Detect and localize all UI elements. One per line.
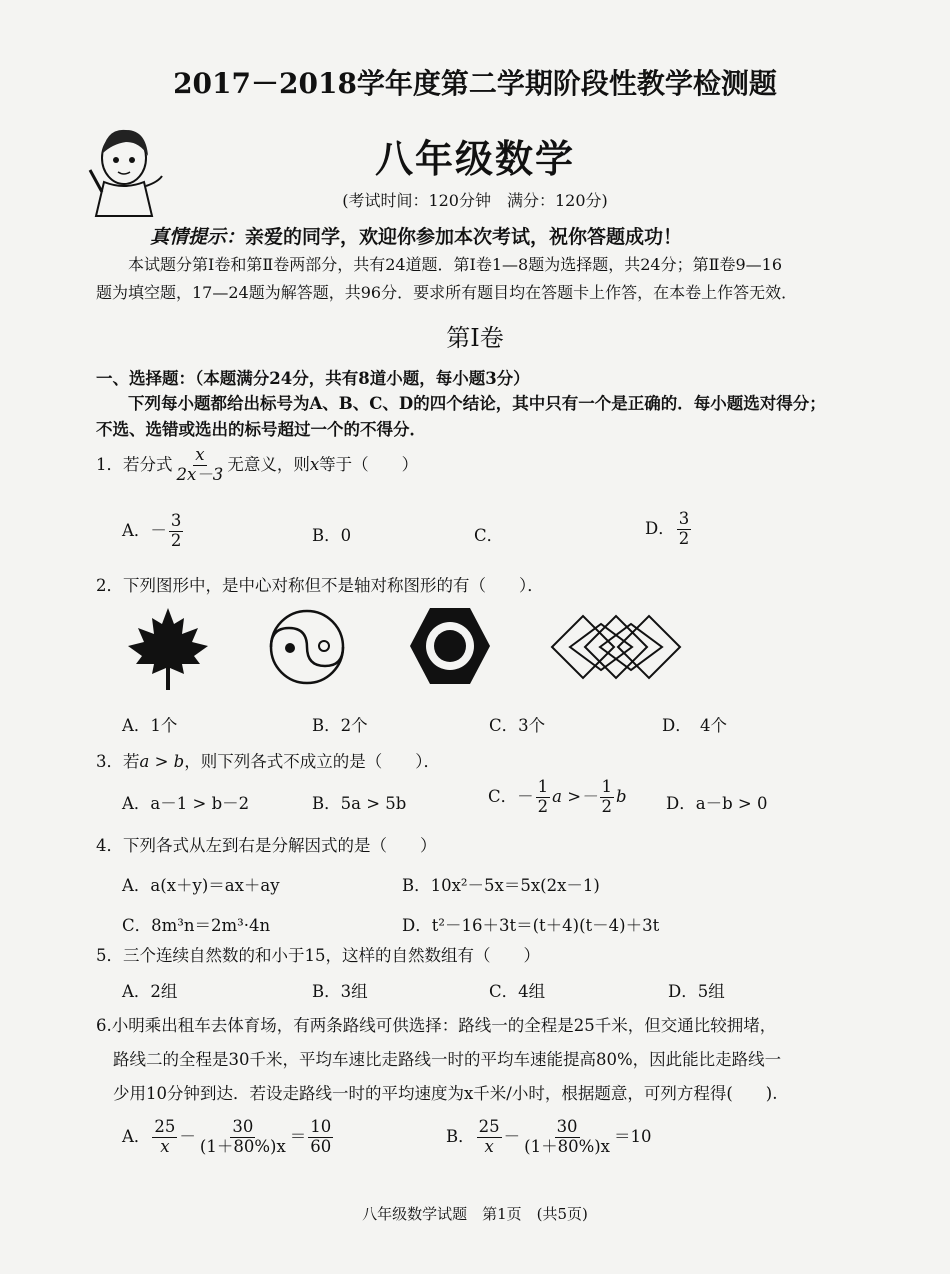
q1-option-a[interactable]: A．－ $\frac{3}{2}$ [122, 511, 182, 550]
instruction-line-2: 不选、选错或选出的标号超过一个的不得分． [96, 420, 426, 439]
q3-option-c[interactable]: C．－ $\frac{1}{2}$ a >－ $\frac{1}{2}$ b [488, 777, 627, 816]
interlocking-diamonds-icon [552, 616, 680, 678]
q4-option-d[interactable]: D．t²－16＋3t＝(t＋4)(t－4)＋3t [402, 916, 660, 935]
intro-line-1: 本试题分第Ⅰ卷和第Ⅱ卷两部分，共有24道题．第Ⅰ卷1—8题为选择题，共24分；第Ⅱ卷9—16 [128, 255, 783, 274]
q2-option-a[interactable]: A．1个 [122, 716, 178, 735]
q4-option-b[interactable]: B．10x²－5x＝5x(2x－1) [402, 876, 600, 895]
q3-option-b[interactable]: B．5a > 5b [312, 794, 407, 813]
q2-option-b[interactable]: B．2个 [312, 716, 368, 735]
subject-title: 八年级数学 [374, 136, 575, 181]
question-2: 2．下列图形中，是中心对称但不是轴对称图形的有（ ）． [96, 576, 544, 595]
q6-option-b[interactable]: B． $\frac{25}{x}$ － $\frac{30}{(1+80\%)x}$ ＝10 [446, 1117, 652, 1156]
intro-line-2: 题为填空题，17—24题为解答题，共96分．要求所有题目均在答题卡上作答，在本卷上作答无效． [96, 283, 798, 302]
instruction-line-1: 下列每小题都给出标号为A、B、C、D的四个结论，其中只有一个是正确的．每小题选对得分； [128, 394, 826, 413]
q5-option-c[interactable]: C．4组 [489, 982, 546, 1001]
q1-fraction: $\frac{x}{2x-3}$ [176, 445, 224, 484]
q4-option-c[interactable]: C．8m³n＝2m³·4n [122, 916, 271, 935]
q5-option-a[interactable]: A．2组 [122, 982, 178, 1001]
q4-option-a[interactable]: A．a(x＋y)＝ax＋ay [122, 876, 280, 895]
maple-leaf-icon [128, 608, 208, 690]
exam-title: 2017－2018学年度第二学期阶段性教学检测题 [173, 67, 777, 100]
tip-label: 真情提示： [150, 226, 246, 248]
question-4: 4．下列各式从左到右是分解因式的是（ ） [96, 836, 437, 855]
q3-option-a[interactable]: A．a－1 > b－2 [122, 794, 250, 813]
tip-text: 亲爱的同学，欢迎你参加本次考试，祝你答题成功！ [245, 226, 683, 248]
q1-option-c[interactable]: C． [474, 526, 504, 545]
part-heading: 一、选择题：（本题满分24分，共有8道小题，每小题3分） [96, 369, 530, 388]
question-1: 1．若分式 $\frac{x}{2x-3}$ 无意义，则x等于（ ） [96, 445, 419, 484]
q6-option-a[interactable]: A． $\frac{25}{x}$ － $\frac{30}{(1+80\%)x}$ ＝ $\frac{10}{60}$ [122, 1117, 332, 1156]
q1-option-d[interactable]: D． $\frac{3}{2}$ [645, 509, 690, 548]
q3-option-d[interactable]: D．a－b > 0 [666, 794, 768, 813]
q1-option-b[interactable]: B．0 [312, 526, 352, 545]
q5-option-b[interactable]: B．3组 [312, 982, 368, 1001]
question-6-line-3: 少用10分钟到达．若设走路线一时的平均速度为x千米/小时，根据题意，可列方程得( ). [113, 1084, 778, 1103]
yin-yang-icon [268, 608, 346, 686]
question-3: 3．若a > b，则下列各式不成立的是（ ）． [96, 752, 440, 771]
hexagon-nut-icon [408, 606, 492, 686]
question-5: 5．三个连续自然数的和小于15，这样的自然数组有（ ） [96, 946, 540, 965]
section-title: 第Ⅰ卷 [446, 324, 504, 352]
question-6-line-1: 6.小明乘出租车去体育场，有两条路线可供选择：路线一的全程是25千米，但交通比较拥堵， [96, 1016, 777, 1035]
q5-option-d[interactable]: D．5组 [668, 982, 725, 1001]
tip-line [150, 222, 682, 249]
exam-info: (考试时间：120分钟 满分：120分) [342, 191, 608, 210]
page-footer: 八年级数学试题 第1页 (共5页) [362, 1205, 588, 1223]
q2-option-d[interactable]: D． 4个 [662, 716, 727, 735]
question-6-line-2: 路线二的全程是30千米，平均车速比走路线一时的平均车速能提高80%，因此能比走路线一 [113, 1050, 782, 1069]
q2-option-c[interactable]: C．3个 [489, 716, 546, 735]
